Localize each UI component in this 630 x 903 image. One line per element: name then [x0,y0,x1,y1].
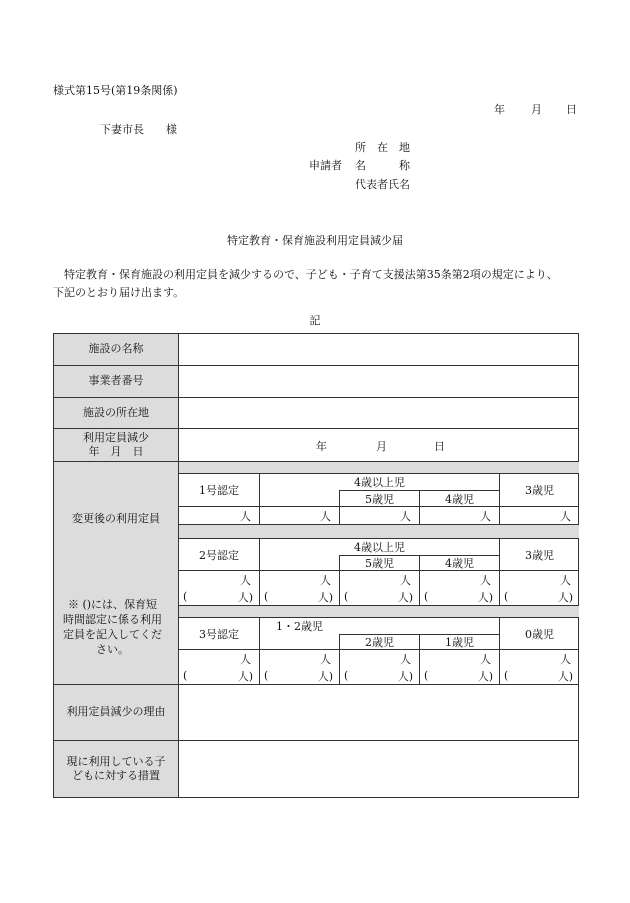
group3-short-2-close: 人) [317,669,333,683]
group2-short-1-open: ( [183,590,188,603]
group3-short-3-close: 人) [397,669,413,683]
group3-sub1-label: 2歳児 [339,634,419,650]
group1-span-under [259,490,339,507]
capacity-label: 変更後の利用定員 [72,512,160,525]
reason-label: 利用定員減少の理由 [54,685,179,740]
group2-short-2-close: 人) [317,590,333,604]
group2-last-label: 3歳児 [499,539,579,571]
group2-short-4-close: 人) [477,590,493,604]
group3-last-label: 0歳児 [499,618,579,650]
group2-short-3-open: ( [344,590,349,603]
group3-cert-label: 3号認定 [179,618,259,650]
group2-short-4[interactable] [419,588,499,605]
measures-label-line2: どもに対する措置 [72,769,160,782]
group3-short-1-open: ( [183,669,188,682]
operator-number-field[interactable] [179,366,578,397]
document-title: 特定教育・保育施設利用定員減少届 [227,234,403,247]
ki-heading: 記 [309,314,321,327]
form-table [53,333,579,798]
group2-short-5[interactable] [499,588,579,605]
facility-address-field[interactable] [179,398,578,428]
group2-cert2 [179,538,579,605]
date-month-label: 月 [531,103,542,116]
representative-label: 代表者氏名 [355,178,410,191]
reduction-date-label-line1: 利用定員減少 [83,430,149,444]
group2-cell-4[interactable]: 人 [419,571,499,588]
measures-field[interactable] [179,741,578,797]
group2-cert-label: 2号認定 [179,539,259,571]
group2-sub2-label: 4歳児 [419,555,499,571]
measures-label [54,741,179,797]
group1-sub2-label: 4歳児 [419,490,499,507]
applicant-name-label: 名 称 [355,159,410,172]
group3-cert3 [179,617,579,684]
group1-last-label: 3歳児 [499,474,579,507]
group2-short-2-open: ( [264,590,269,603]
group3-short-3[interactable] [339,667,419,684]
group2-cell-5[interactable]: 人 [499,571,579,588]
row-capacity [54,462,578,685]
group1-cert-label: 1号認定 [179,474,259,507]
capacity-groups [179,462,579,684]
group3-short-2[interactable] [259,667,339,684]
reduction-date-label-line2: 年 月 日 [88,445,144,458]
group2-sub1-label: 5歳児 [339,555,419,571]
group2-cell-2[interactable]: 人 [259,571,339,588]
reduction-date-label [54,429,179,461]
capacity-note [63,598,162,657]
group3-short-1[interactable] [179,667,259,684]
group2-spacer [179,524,579,538]
group2-cell-3[interactable]: 人 [339,571,419,588]
facility-name-label: 施設の名称 [54,334,179,365]
group2-short-3[interactable] [339,588,419,605]
row-reduction-date [54,429,578,462]
reduction-month-label: 月 [376,440,387,453]
group3-short-5-open: ( [504,669,509,682]
measures-label-line1: 現に利用している子 [66,754,166,768]
group3-short-3-open: ( [344,669,349,682]
group2-short-1[interactable] [179,588,259,605]
group3-cell-5[interactable]: 人 [499,650,579,667]
row-measures [54,741,578,797]
group2-short-5-close: 人) [557,590,573,604]
group3-spacer [179,605,579,617]
reduction-date-field[interactable] [179,429,578,461]
row-facility-address [54,398,578,429]
group2-short-5-open: ( [504,590,509,603]
body-paragraph-line2: 下記のとおり届け出ます。 [53,286,185,299]
row-operator-number [54,366,578,398]
group1-cell-1[interactable]: 人 [240,509,251,523]
group3-short-4-close: 人) [477,669,493,683]
operator-number-label: 事業者番号 [54,366,179,397]
group1-cell-5[interactable]: 人 [499,507,579,524]
form-number: 様式第15号(第19条関係) [53,84,178,97]
group3-short-2-open: ( [264,669,269,682]
group1-cert1 [179,473,579,524]
group2-span-label: 4歳以上児 [259,539,499,555]
group2-short-2[interactable] [259,588,339,605]
group1-sub1-label: 5歳児 [339,490,419,507]
group2-short-1-close: 人) [237,590,253,604]
group3-cell-4[interactable]: 人 [419,650,499,667]
date-year-label: 年 [494,103,505,116]
group3-cell-2[interactable]: 人 [259,650,339,667]
group1-spacer [179,462,579,473]
reduction-day-label: 日 [434,440,445,453]
group3-short-5-close: 人) [557,669,573,683]
applicant-label: 申請者 [309,159,342,172]
group2-short-3-close: 人) [397,590,413,604]
group1-cell-4[interactable]: 人 [419,507,499,524]
facility-name-field[interactable] [179,334,578,365]
group3-sub2-label: 1歳児 [419,634,499,650]
note-line-3: 定員を記入してくだ [63,627,162,641]
applicant-address-label: 所 在 地 [355,141,410,154]
row-facility-name [54,334,578,366]
group3-span-under [259,634,339,650]
group2-cell-1[interactable]: 人 [240,573,251,587]
group1-cell-2[interactable]: 人 [259,507,339,524]
capacity-label-cell [54,462,179,684]
addressee: 下妻市長 様 [100,123,177,136]
group3-short-4-open: ( [424,669,429,682]
note-line-2: 時間認定に係る利用 [63,612,162,626]
group1-cell-3[interactable]: 人 [339,507,419,524]
group3-short-5[interactable] [499,667,579,684]
date-day-label: 日 [566,103,577,116]
group2-short-4-open: ( [424,590,429,603]
note-line-4: さい。 [96,642,129,656]
group1-span-label: 4歳以上児 [259,474,499,490]
note-line-1: ※ ()には、保育短 [67,598,158,611]
group3-cell-1[interactable]: 人 [240,652,251,666]
row-reason [54,685,578,741]
group3-cell-3[interactable]: 人 [339,650,419,667]
group2-span-under [259,555,339,571]
facility-address-label: 施設の所在地 [54,398,179,428]
group3-span-label: 1・2歳児 [259,618,499,634]
reason-field[interactable] [179,685,578,740]
body-paragraph-line1: 特定教育・保育施設の利用定員を減少するので、子ども・子育て支援法第35条第2項の規定により、 [53,268,558,281]
group3-short-1-close: 人) [237,669,253,683]
reduction-year-label: 年 [316,440,327,453]
group3-short-4[interactable] [419,667,499,684]
